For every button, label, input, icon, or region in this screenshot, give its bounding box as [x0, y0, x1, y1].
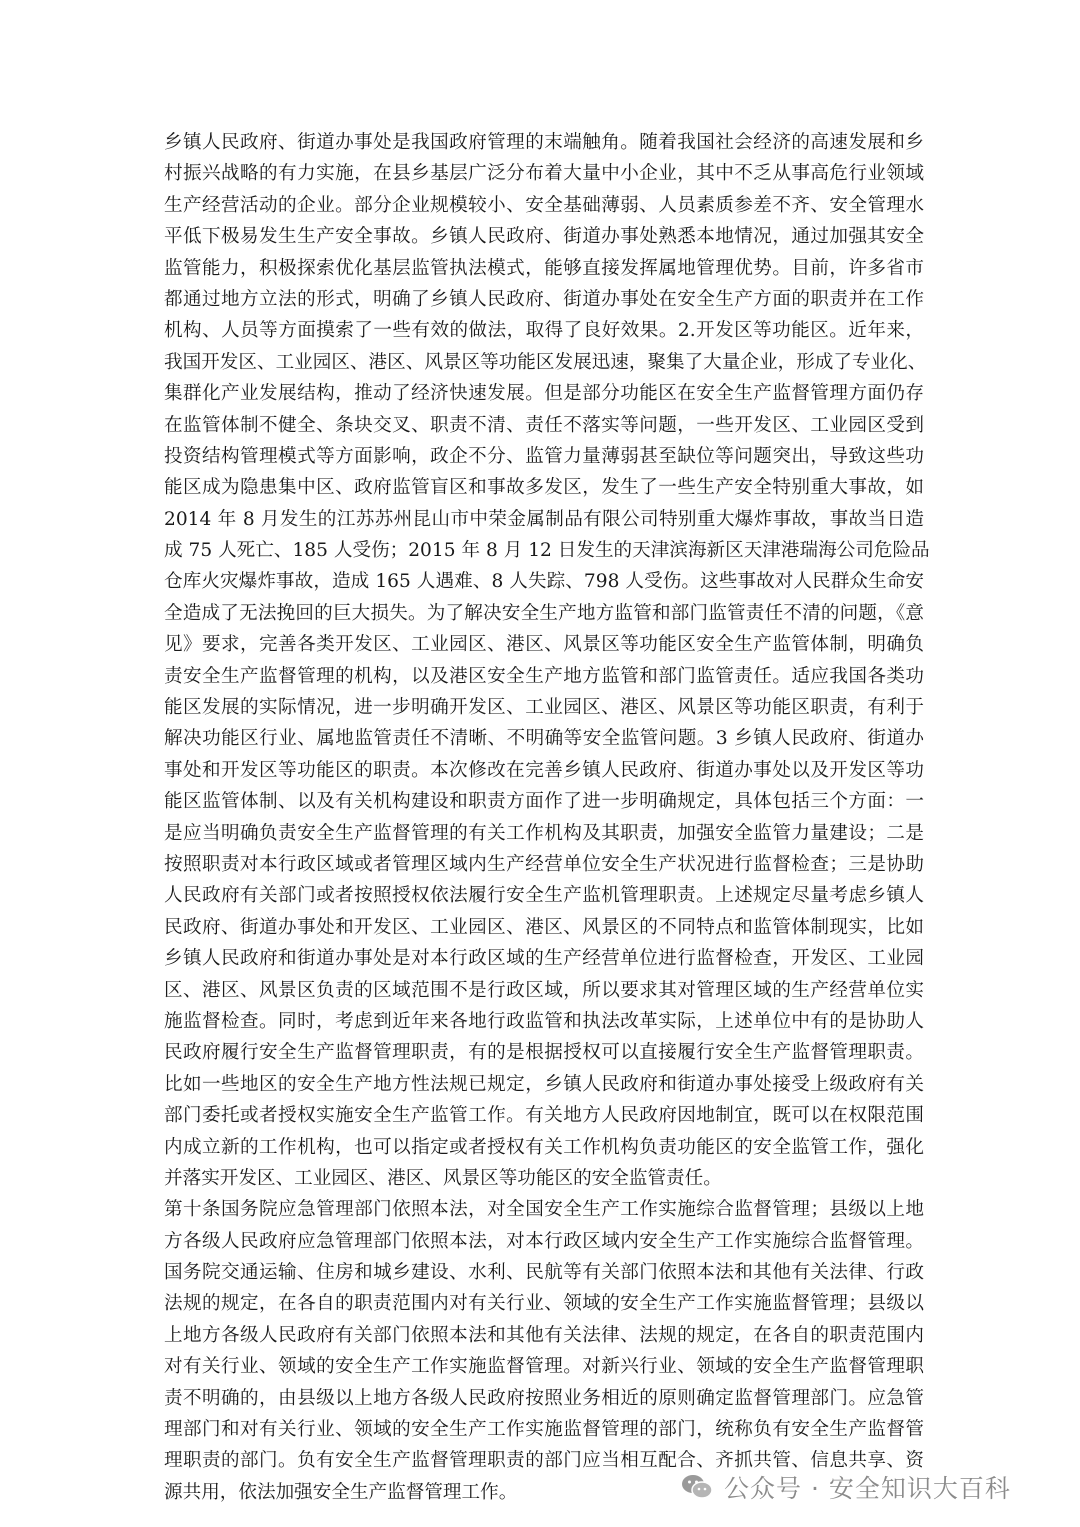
text-line: 乡镇人民政府和街道办事处是对本行政区域的生产经营单位进行监督检查，开发区、工业园: [164, 948, 924, 970]
text-line: 国务院交通运输、住房和城乡建设、水利、民航等有关部门依照本法和其他有关法律、行政: [164, 1262, 924, 1284]
text-line: 方各级人民政府应急管理部门依照本法，对本行政区域内安全生产工作实施综合监督管理。: [164, 1230, 924, 1252]
watermark: [680, 1467, 1011, 1507]
text-line: 部门委托或者授权实施安全生产监管工作。有关地方人民政府因地制宜，既可以在权限范围: [164, 1105, 924, 1127]
text-line: 解决功能区行业、属地监管责任不清晰、不明确等安全监管问题。3 乡镇人民政府、街道办: [164, 728, 924, 750]
text-line: 区、港区、风景区负责的区域范围不是行政区域，所以要求其对管理区域的生产经营单位实: [164, 979, 924, 1001]
text-line: 能区监管体制、以及有关机构建设和职责方面作了进一步明确规定，具体包括三个方面：一: [164, 791, 924, 813]
text-line: 见》要求，完善各类开发区、工业园区、港区、风景区等功能区安全生产监管体制，明确负: [164, 634, 924, 656]
text-line: 内成立新的工作机构，也可以指定或者授权有关工作机构负责功能区的安全监管工作，强化: [164, 1136, 924, 1158]
text-line: 施监督检查。同时，考虑到近年来各地行政监管和执法改革实际，上述单位中有的是协助人: [164, 1010, 924, 1032]
text-line: 全造成了无法挽回的巨大损失。为了解决安全生产地方监管和部门监管责任不清的问题，《意: [164, 602, 924, 624]
text-line: 都通过地方立法的形式，明确了乡镇人民政府、街道办事处在安全生产方面的职责并在工作: [164, 288, 924, 310]
text-line: 投资结构管理模式等方面影响，政企不分、监管力量薄弱甚至缺位等问题突出，导致这些功: [164, 445, 924, 467]
text-line: 仓库火灾爆炸事故，造成 165 人遇难、8 人失踪、798 人受伤。这些事故对人民群众生命安: [164, 571, 924, 593]
text-line: 第十条国务院应急管理部门依照本法，对全国安全生产工作实施综合监督管理；县级以上地: [164, 1199, 924, 1221]
text-line: 民政府履行安全生产监督管理职责，有的是根据授权可以直接履行安全生产监督管理职责。: [164, 1042, 924, 1064]
text-line: 理职责的部门。负有安全生产监督管理职责的部门应当相互配合、齐抓共管、信息共享、资: [164, 1450, 924, 1472]
text-line: 我国开发区、工业园区、港区、风景区等功能区发展迅速，聚集了大量企业，形成了专业化、: [164, 351, 927, 373]
text-line: 监管能力，积极探索优化基层监管执法模式，能够直接发挥属地管理优势。目前，许多省市: [164, 257, 924, 279]
text-line: 责安全生产监督管理的机构，以及港区安全生产地方监管和部门监管责任。适应我国各类功: [164, 665, 924, 687]
text-line: 按照职责对本行政区域或者管理区域内生产经营单位安全生产状况进行监督检查；三是协助: [164, 853, 924, 875]
text-line: 源共用，依法加强安全生产监督管理工作。: [164, 1481, 518, 1503]
text-line: 在监管体制不健全、条块交叉、职责不清、责任不落实等问题，一些开发区、工业园区受到: [164, 414, 924, 436]
text-line: 责不明确的，由县级以上地方各级人民政府按照业务相近的原则确定监督管理部门。应急管: [164, 1387, 924, 1409]
document-body: [164, 127, 930, 1508]
text-line: 事处和开发区等功能区的职责。本次修改在完善乡镇人民政府、街道办事处以及开发区等功: [164, 759, 924, 781]
text-line: 比如一些地区的安全生产地方性法规已规定，乡镇人民政府和街道办事处接受上级政府有关: [164, 1073, 924, 1095]
text-line: 上地方各级人民政府有关部门依照本法和其他有关法律、法规的规定，在各自的职责范围内: [164, 1324, 924, 1346]
text-line: 平低下极易发生生产安全事故。乡镇人民政府、街道办事处熟悉本地情况，通过加强其安全: [164, 226, 924, 248]
text-line: 机构、人员等方面摸索了一些有效的做法，取得了良好效果。2.开发区等功能区。近年来，: [164, 320, 924, 342]
text-line: 2014 年 8 月发生的江苏苏州昆山市中荣金属制品有限公司特别重大爆炸事故，事故当日造: [164, 508, 924, 530]
text-line: 村振兴战略的有力实施，在县乡基层广泛分布着大量中小企业，其中不乏从事高危行业领域: [164, 163, 924, 185]
text-line: 能区成为隐患集中区、政府监管盲区和事故多发区，发生了一些生产安全特别重大事故，如: [164, 477, 924, 499]
text-line: 乡镇人民政府、街道办事处是我国政府管理的末端触角。随着我国社会经济的高速发展和乡: [164, 132, 924, 153]
text-line: 法规的规定，在各自的职责范围内对有关行业、领域的安全生产工作实施监督管理；县级以: [164, 1293, 924, 1315]
text-line: 人民政府有关部门或者按照授权依法履行安全生产监机管理职责。上述规定尽量考虑乡镇人: [164, 885, 924, 907]
text-line: 是应当明确负责安全生产监督管理的有关工作机构及其职责，加强安全监管力量建设；二是: [164, 822, 924, 844]
watermark-text: 公众号 · 安全知识大百科: [724, 1474, 1011, 1503]
wechat-icon: [680, 1470, 714, 1504]
text-line: 并落实开发区、工业园区、港区、风景区等功能区的安全监管责任。: [164, 1167, 722, 1189]
text-line: 能区发展的实际情况，进一步明确开发区、工业园区、港区、风景区等功能区职责，有利于: [164, 697, 924, 719]
text-line: 民政府、街道办事处和开发区、工业园区、港区、风景区的不同特点和监管体制现实，比如: [164, 916, 924, 938]
text-line: 成 75 人死亡、185 人受伤；2015 年 8 月 12 日发生的天津滨海新区天津港瑞海公司危险品: [164, 540, 930, 562]
text-line: 理部门和对有关行业、领域的安全生产工作实施监督管理的部门，统称负有安全生产监督管: [164, 1419, 924, 1441]
text-line: 生产经营活动的企业。部分企业规模较小、安全基础薄弱、人员素质参差不齐、安全管理水: [164, 194, 924, 216]
text-line: 对有关行业、领域的安全生产工作实施监督管理。对新兴行业、领域的安全生产监督管理职: [164, 1356, 924, 1378]
text-line: 集群化产业发展结构，推动了经济快速发展。但是部分功能区在安全生产监督管理方面仍存: [164, 383, 924, 405]
